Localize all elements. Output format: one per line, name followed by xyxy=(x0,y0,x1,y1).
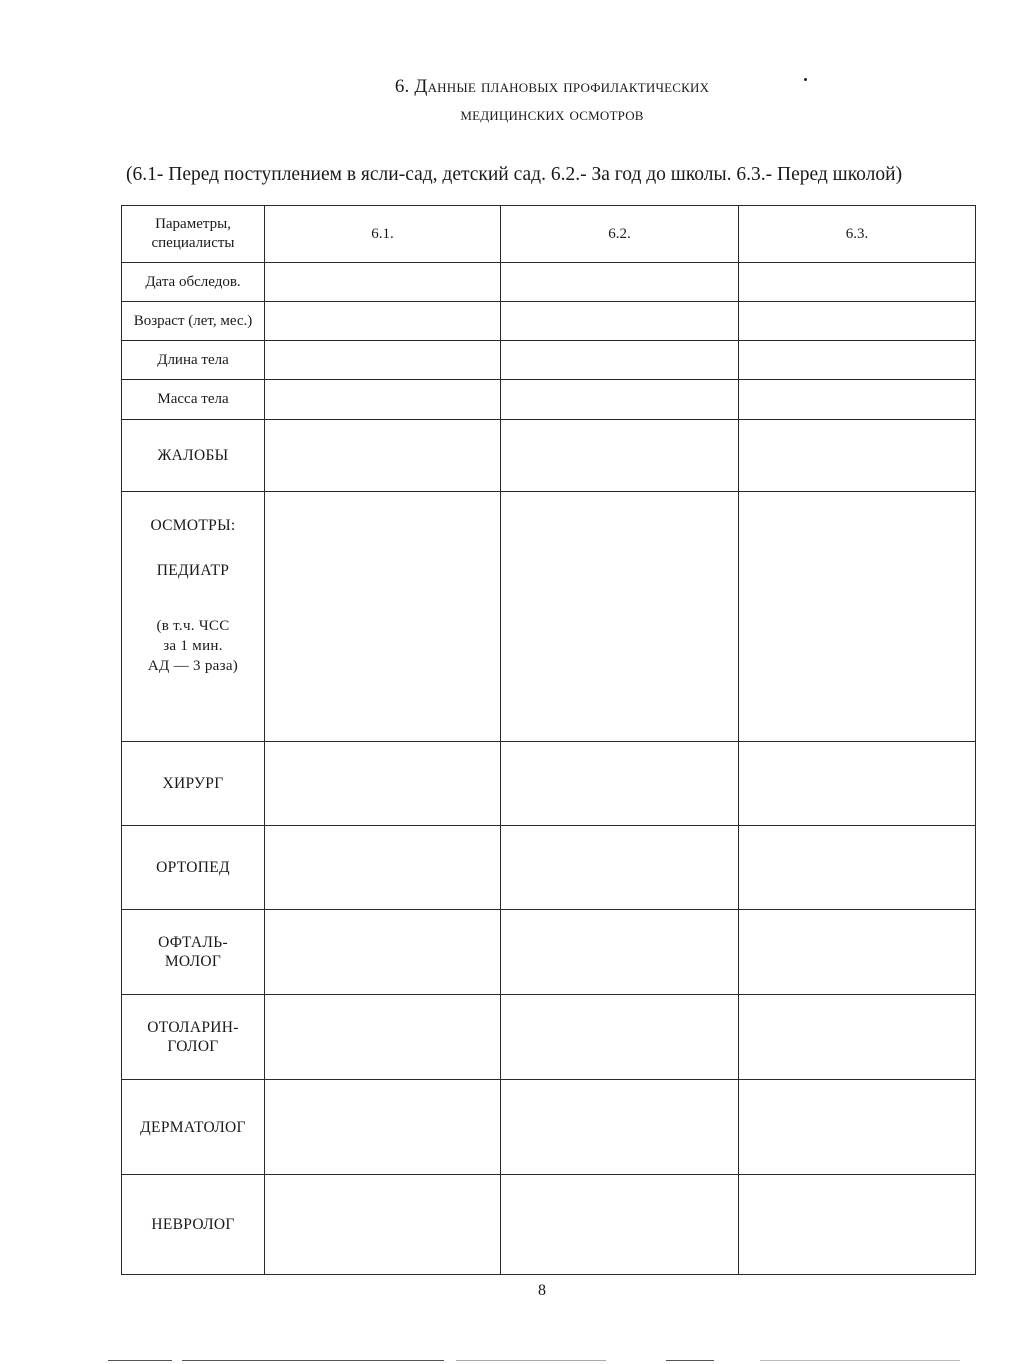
table-row xyxy=(122,742,976,826)
row-label-ophthalmologist xyxy=(122,910,265,995)
cell-orthopedist-6-2[interactable] xyxy=(501,826,739,910)
row-label-neurologist: НЕВРОЛОГ xyxy=(122,1175,265,1275)
cell-exam-date-6-1[interactable] xyxy=(265,263,501,302)
cell-age-6-2[interactable] xyxy=(501,302,739,341)
cell-ophthalmologist-6-2[interactable] xyxy=(501,910,739,995)
cell-exam-date-6-2[interactable] xyxy=(501,263,739,302)
cell-complaints-6-2[interactable] xyxy=(501,420,739,492)
section-title-line-2: медицинских осмотров xyxy=(460,104,644,125)
section-subtitle: (6.1- Перед поступлением в ясли-сад, детский сад. 6.2.- За год до школы. 6.3.- Перед школой) xyxy=(126,164,903,185)
row-label-weight: Масса тела xyxy=(122,380,265,420)
footer-rule xyxy=(456,1360,606,1361)
row-label-otolaryngologist xyxy=(122,995,265,1080)
footer-rule xyxy=(760,1360,960,1361)
cell-surgeon-6-1[interactable] xyxy=(265,742,501,826)
cell-pediatrician-6-1[interactable] xyxy=(265,492,501,742)
table-row xyxy=(122,341,976,380)
cell-otolaryngologist-6-1[interactable] xyxy=(265,995,501,1080)
cell-ophthalmologist-6-3[interactable] xyxy=(739,910,976,995)
pediatrician-note-line-2: за 1 мин. xyxy=(163,638,223,654)
cell-dermatologist-6-2[interactable] xyxy=(501,1080,739,1175)
table-row xyxy=(122,492,976,742)
header-params-line-1: Параметры, xyxy=(155,216,231,232)
cell-ophthalmologist-6-1[interactable] xyxy=(265,910,501,995)
row-label-height: Длина тела xyxy=(122,341,265,380)
row-label-age: Возраст (лет, мес.) xyxy=(122,302,265,341)
cell-surgeon-6-3[interactable] xyxy=(739,742,976,826)
footer-rule xyxy=(182,1360,444,1361)
ophthalmologist-line-2: МОЛОГ xyxy=(164,953,222,970)
cell-height-6-3[interactable] xyxy=(739,341,976,380)
otolaryngologist-line-1: ОТОЛАРИН- xyxy=(147,1019,239,1036)
cell-complaints-6-1[interactable] xyxy=(265,420,501,492)
cell-age-6-1[interactable] xyxy=(265,302,501,341)
cell-age-6-3[interactable] xyxy=(739,302,976,341)
header-col-6-1: 6.1. xyxy=(265,206,501,263)
cell-orthopedist-6-1[interactable] xyxy=(265,826,501,910)
row-label-exam-date: Дата обследов. xyxy=(122,263,265,302)
header-params-line-2: специалисты xyxy=(151,235,235,251)
row-label-surgeon: ХИРУРГ xyxy=(122,742,265,826)
table-row xyxy=(122,302,976,341)
ophthalmologist-line-1: ОФТАЛЬ- xyxy=(158,934,228,951)
cell-pediatrician-6-2[interactable] xyxy=(501,492,739,742)
pediatrician-note-line-3: АД — 3 раза) xyxy=(147,658,239,674)
cell-orthopedist-6-3[interactable] xyxy=(739,826,976,910)
pediatrician-note xyxy=(122,616,264,676)
exam-table xyxy=(121,205,976,1275)
cell-weight-6-3[interactable] xyxy=(739,380,976,420)
pediatrician-label: ПЕДИАТР xyxy=(156,562,230,579)
header-col-6-3: 6.3. xyxy=(739,206,976,263)
cell-weight-6-2[interactable] xyxy=(501,380,739,420)
cell-neurologist-6-2[interactable] xyxy=(501,1175,739,1275)
cell-dermatologist-6-3[interactable] xyxy=(739,1080,976,1175)
cell-exam-date-6-3[interactable] xyxy=(739,263,976,302)
cell-otolaryngologist-6-3[interactable] xyxy=(739,995,976,1080)
cell-dermatologist-6-1[interactable] xyxy=(265,1080,501,1175)
table-row xyxy=(122,826,976,910)
cell-neurologist-6-3[interactable] xyxy=(739,1175,976,1275)
stray-dot xyxy=(804,78,807,81)
row-label-complaints: ЖАЛОБЫ xyxy=(122,420,265,492)
table-row xyxy=(122,263,976,302)
cell-height-6-1[interactable] xyxy=(265,341,501,380)
cell-complaints-6-3[interactable] xyxy=(739,420,976,492)
table-row xyxy=(122,910,976,995)
table-row xyxy=(122,380,976,420)
header-col-6-2: 6.2. xyxy=(501,206,739,263)
cell-pediatrician-6-3[interactable] xyxy=(739,492,976,742)
pediatrician-note-line-1: (в т.ч. ЧСС xyxy=(156,618,230,634)
header-params xyxy=(122,206,265,263)
cell-surgeon-6-2[interactable] xyxy=(501,742,739,826)
table-header-row xyxy=(122,206,976,263)
footer-rule xyxy=(666,1360,714,1361)
table-row xyxy=(122,1175,976,1275)
row-label-orthopedist: ОРТОПЕД xyxy=(122,826,265,910)
footer-rule xyxy=(108,1360,172,1361)
exams-label: ОСМОТРЫ: xyxy=(150,517,236,534)
cell-otolaryngologist-6-2[interactable] xyxy=(501,995,739,1080)
cell-weight-6-1[interactable] xyxy=(265,380,501,420)
section-title-line-1: 6. Данные плановых профилактических xyxy=(394,76,710,97)
cell-neurologist-6-1[interactable] xyxy=(265,1175,501,1275)
table-row xyxy=(122,420,976,492)
row-label-pediatrician xyxy=(122,492,265,742)
row-label-dermatologist: ДЕРМАТОЛОГ xyxy=(122,1080,265,1175)
table-row xyxy=(122,995,976,1080)
table-row xyxy=(122,1080,976,1175)
page-number: 8 xyxy=(538,1282,546,1299)
otolaryngologist-line-2: ГОЛОГ xyxy=(167,1038,219,1055)
cell-height-6-2[interactable] xyxy=(501,341,739,380)
